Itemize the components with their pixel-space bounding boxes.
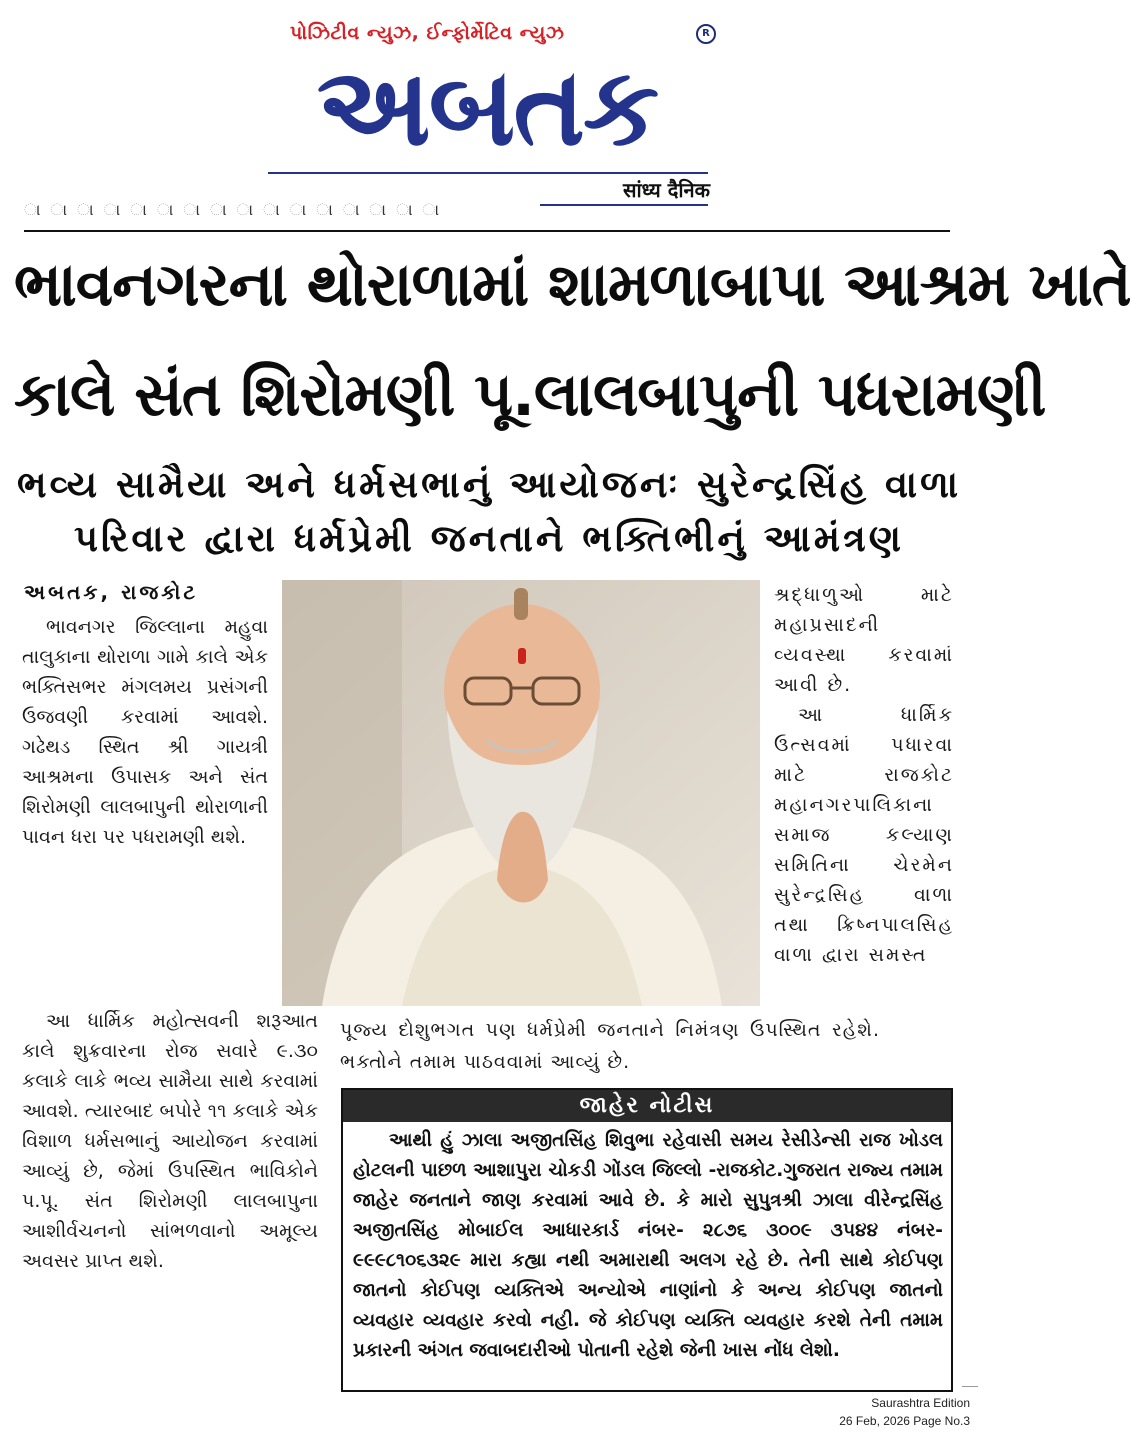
masthead-divider xyxy=(268,172,708,174)
article-dateline: અબતક, રાજકોટ xyxy=(24,580,199,604)
public-notice-box xyxy=(341,1088,953,1392)
footer-rule xyxy=(962,1386,978,1387)
header-rule xyxy=(24,230,950,232)
saint-portrait-photo xyxy=(282,580,760,1006)
article-paragraph: આ ધાર્મિક ઉત્સવમાં પધારવા માટે રાજકોટ મહાનગરપાલિકાના સમાજ કલ્યાણ સમિતિના ચેરમેન સુરેન્દ્રસિહ વાળા તથા ક્રિષ્નપાલસિહ વાળા દ્વારા સમસ્ત xyxy=(774,704,954,966)
headline-line-1: ભાવનગરના થોરાળામાં શામળાબાપા આશ્રમ ખાતે xyxy=(14,250,1131,320)
page-info-label: 26 Feb, 2026 Page No.3 xyxy=(839,1414,970,1428)
article-column-right xyxy=(774,580,954,970)
clipped-text-strip: ા ા ા ા ા ા ા ા ા ા ા ા ા ા ા ા xyxy=(24,200,446,219)
portrait-illustration xyxy=(282,580,760,1006)
subheadline-line-2: પરિવાર દ્વારા ધર્મપ્રેમી જનતાને ભક્તિભીનું આમંત્રણ xyxy=(73,517,905,560)
edition-label: Saurashtra Edition xyxy=(871,1396,970,1410)
headline-line-2: કાલે સંત શિરોમણી પૂ.લાલબાપુની પધરામણી xyxy=(14,360,1046,430)
article-paragraph: આ ધાર્મિક મહોત્સવની શરૂઆત કાલે શુક્રવારના રોજ સવારે ૯.૩૦ કલાકે લાકે ભવ્ય સામૈયા સાથે કરવામાં આવશે. ત્યારબાદ બપોરે ૧૧ કલાકે એક વિશાળ ધર્મસભાનું આયોજન કરવામાં આવ્યું છે, જેમાં ઉપસ્થિત ભાવિકોને પ.પૂ. સંત શિરોમણી લાલબાપુના આશીર્વચનનો સાંભળવાનો અમૂલ્ય અવસર પ્રાપ્ત થશે. xyxy=(22,1010,318,1272)
registered-mark-icon: R xyxy=(696,24,716,44)
masthead-tagline: પોઝિટીવ ન્યુઝ, ઈન્ફોર્મેટિવ ન્યુઝ xyxy=(290,22,565,44)
newspaper-logo: અબતક xyxy=(316,45,658,170)
edition-type-label: सांध्य दैनिक xyxy=(622,178,710,202)
article-continuation-text: પૂજ્ય દોશુભગત પણ ધર્મપ્રેમી જનતાને નિમંત્રણ ઉપસ્થિત રહેશે. ભક્તોને તમામ પાઠવવામાં આવ્યું છે. xyxy=(340,1019,880,1073)
article-paragraph: શ્રદ્ધાળુઓ માટે મહાપ્રસાદની વ્યવસ્થા કરવામાં આવી છે. xyxy=(774,584,954,696)
article-paragraph: ભાવનગર જિલ્લાના મહુવા તાલુકાના થોરાળા ગામે કાલે એક ભક્તિસભર મંગલમય પ્રસંગની ઉજવણી કરવામાં આવશે. ગઢેથડ સ્થિત શ્રી ગાયત્રી આશ્રમના ઉપાસક અને સંત શિરોમણી લાલબાપુની થોરાળાની પાવન ધરા પર પધરામણી થશે. xyxy=(22,616,268,848)
subheadline-line-1: ભવ્ય સામૈયા અને ધર્મસભાનું આયોજનઃ સુરેન્દ્રસિંહ વાળા xyxy=(16,463,962,506)
article-column-left-top xyxy=(22,612,268,852)
public-notice-text: આથી હું ઝાલા અજીતસિંહ શિવુભા રહેવાસી સમય રેસીડેન્સી રાજ ખોડલ હોટલની પાછળ આશાપુરા ચોકડી ગોંડલ જિલ્લો -રાજકોટ.ગુજરાત રાજ્ય તમામ જાહેર જનતાને જાણ કરવામાં આવે છે. કે મારો સુપુત્રશ્રી ઝાલા વીરેન્દ્રસિંહ અજીતસિંહ મોબાઈલ આધારકાર્ડ નંબર- ૨૮૭૬ ૩૦૦૯ ૩૫૪૪ નંબર- ૯૯૯૮૧૦૬૩૨૯ મારા કહ્યા નથી અમારાથી અલગ રહે છે. તેની સાથે કોઈપણ જાતનો કોઈપણ વ્યક્તિએ અન્યોએ નાણાંનો કે અન્ય કોઈપણ જાતનો વ્યવહાર વ્યવહાર કરવો નહી. જે કોઈપણ વ્યક્તિ વ્યવહાર કરશે તેની તમામ પ્રકારની અંગત જવાબદારીઓ પોતાની રહેશે જેની ખાસ નોંધ લેશો. xyxy=(353,1130,943,1361)
article-column-left-bottom xyxy=(22,1006,318,1276)
public-notice-title: જાહેર નોટીસ xyxy=(343,1090,951,1122)
public-notice-body xyxy=(343,1122,951,1366)
